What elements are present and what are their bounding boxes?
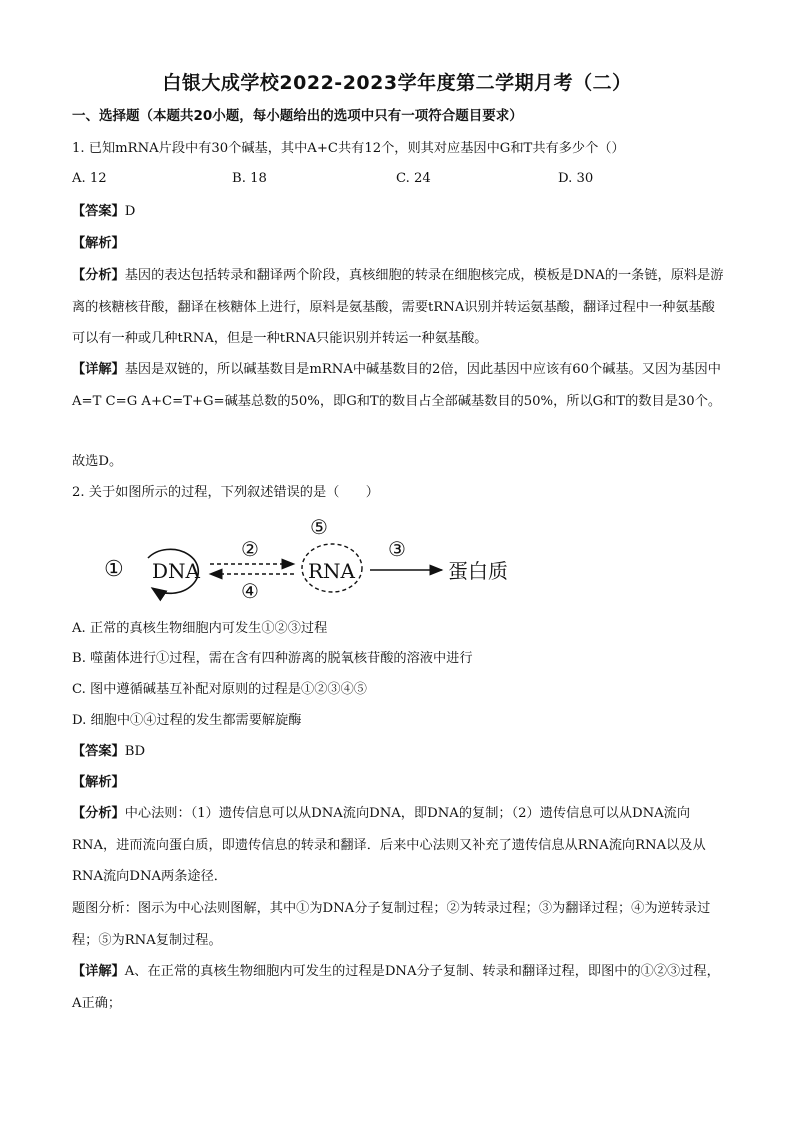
q2-answer	[72, 742, 724, 762]
q1-answer	[72, 202, 724, 222]
process-1-label: ①	[104, 557, 124, 582]
process-4-label: ④	[241, 579, 259, 603]
answer-tag: 【答案】	[72, 204, 125, 219]
q1-fenxi	[72, 260, 724, 355]
page-title: 白银大成学校2022-2023学年度第二学期月考（二）	[162, 72, 632, 94]
xiangjie-tag: 【详解】	[72, 362, 125, 377]
q1-conclusion: 故选D。	[72, 454, 123, 469]
q1-option-c: C. 24	[396, 171, 431, 186]
xiangjie-text: 基因是双链的，所以碱基数目是mRNA中碱基数目的2倍，因此基因中应该有60个碱基。又因为基因中A=T C=G A+C=T+G=碱基总数的50%，即G和T的数目占全部碱基数目的50%，所以G和T的数目是30个。	[72, 362, 722, 409]
q1-analysis-tag: 【解析】	[72, 236, 125, 251]
q2-xiangjie	[72, 956, 724, 1019]
fenxi-text: 基因的表达包括转录和翻译两个阶段，真核细胞的转录在细胞核完成，模板是DNA的一条链，原料是游离的核糖核苷酸，翻译在核糖体上进行，原料是氨基酸，需要tRNA识别并转运氨基酸，翻译过程中一种氨基酸可以有一种或几种tRNA，但是一种tRNA只能识别并转运一种氨基酸。	[72, 268, 724, 346]
answer-value: BD	[124, 744, 146, 759]
q2-stem: 2. 关于如图所示的过程，下列叙述错误的是（ ）	[72, 485, 379, 500]
fenxi-tag: 【分析】	[72, 806, 125, 821]
dna-label: DNA	[152, 559, 200, 583]
q2-option-a: A. 正常的真核生物细胞内可发生①②③过程	[72, 621, 328, 636]
section-heading: 一、选择题（本题共20小题，每小题给出的选项中只有一项符合题目要求）	[72, 108, 523, 124]
fenxi-tag: 【分析】	[72, 268, 125, 283]
q2-option-c: C. 图中遵循碱基互补配对原则的过程是①②③④⑤	[72, 682, 367, 697]
process-3-label: ③	[388, 537, 406, 561]
central-dogma-diagram	[96, 508, 526, 608]
q1-xiangjie	[72, 354, 724, 417]
q1-option-a: A. 12	[72, 171, 107, 186]
xiangjie-text: A、在正常的真核生物细胞内可发生的过程是DNA分子复制、转录和翻译过程，即图中的①②③过程，A正确；	[72, 964, 720, 1011]
process-2-label: ②	[241, 537, 259, 561]
answer-tag: 【答案】	[72, 744, 125, 759]
q2-option-b: B. 噬菌体进行①过程，需在含有四种游离的脱氧核苷酸的溶液中进行	[72, 651, 473, 666]
protein-label: 蛋白质	[448, 559, 508, 583]
q1-option-d: D. 30	[558, 171, 594, 186]
xiangjie-tag: 【详解】	[72, 964, 125, 979]
q1-stem: 1. 已知mRNA片段中有30个碱基，其中A+C共有12个，则其对应基因中G和T共有多少个（）	[72, 141, 625, 156]
rna-label: RNA	[308, 559, 356, 583]
q1-option-b: B. 18	[232, 171, 267, 186]
process-5-label: ⑤	[310, 515, 328, 539]
answer-value: D	[124, 204, 136, 219]
q2-tutu-analysis: 题图分析：图示为中心法则图解，其中①为DNA分子复制过程；②为转录过程；③为翻译过程；④为逆转录过程；⑤为RNA复制过程。	[72, 901, 711, 948]
fenxi-text: 中心法则：（1）遗传信息可以从DNA流向DNA，即DNA的复制；（2）遗传信息可以从DNA流向RNA，进而流向蛋白质，即遗传信息的转录和翻译．后来中心法则又补充了遗传信息从RNA流向RNA以及从RNA流向DNA两条途径．	[72, 806, 706, 884]
q2-fenxi	[72, 798, 724, 893]
q2-analysis-tag: 【解析】	[72, 775, 125, 790]
q2-option-d: D. 细胞中①④过程的发生都需要解旋酶	[72, 713, 302, 728]
